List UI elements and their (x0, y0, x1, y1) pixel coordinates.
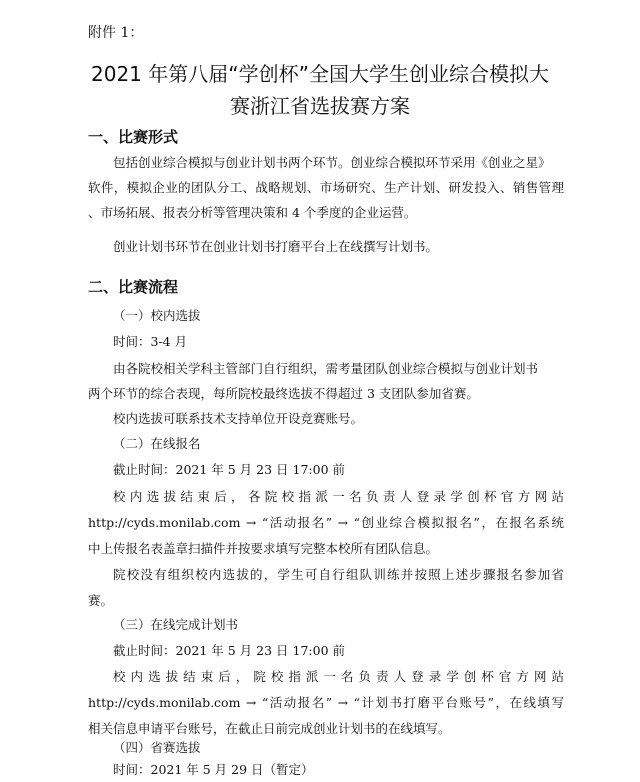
subsection-heading: （一）校内选拔 (113, 308, 201, 323)
section-heading-process: 二、比赛流程 (88, 278, 179, 296)
paragraph-line: 截止时间：2021 年 5 月 23 日 17:00 前 (113, 462, 346, 477)
paragraph-line: 校内选拔可联系技术支持单位开设竞赛账号。 (113, 411, 364, 426)
title-line-1: 2021 年第八届“学创杯”全国大学生创业综合模拟大 (91, 62, 549, 86)
subsection-heading: （二）在线报名 (113, 436, 201, 451)
paragraph-line: 相关信息申请平台账号，在截止日前完成创业计划书的在线填写。 (88, 721, 451, 736)
paragraph-line: 校内选拔结束后，各院校指派一名负责人登录学创杯官方网站 (113, 489, 564, 504)
subsection-heading: （四）省赛选拔 (113, 740, 201, 755)
paragraph-line: 校内选拔结束后，院校指派一名负责人登录学创杯官方网站 (113, 669, 564, 684)
title-line-2: 赛浙江省选拔赛方案 (230, 94, 410, 118)
paragraph-line: 包括创业综合模拟与创业计划书两个环节。创业综合模拟环节采用《创业之星》 (113, 155, 551, 170)
paragraph-line: 时间：2021 年 5 月 29 日（暂定） (113, 762, 314, 777)
attachment-label: 附件 1： (88, 25, 144, 41)
paragraph-line: 创业计划书环节在创业计划书打磨平台上在线撰写计划书。 (113, 239, 439, 254)
paragraph-line: 由各院校相关学科主管部门自行组织，需考量团队创业综合模拟与创业计划书 (113, 361, 539, 376)
paragraph-line: 院校没有组织校内选拔的，学生可自行组队训练并按照上述步骤报名参加省 (113, 567, 564, 582)
section-heading-format: 一、比赛形式 (88, 128, 179, 146)
paragraph-line: 、市场拓展、报表分析等管理决策和 4 个季度的企业运营。 (88, 205, 417, 220)
paragraph-line: 时间：3-4 月 (113, 334, 188, 349)
document-title (0, 58, 640, 122)
paragraph-line: 两个环节的综合表现，每所院校最终选拔不得超过 3 支团队参加省赛。 (88, 386, 479, 401)
paragraph-line: 中上传报名表盖章扫描件并按要求填写完整本校所有团队信息。 (88, 541, 439, 556)
subsection-heading: （三）在线完成计划书 (113, 617, 239, 632)
paragraph-line: http://cyds.monilab.com → “活动报名” → “计划书打磨平台账号”，在线填写 (88, 695, 564, 710)
paragraph-line: 赛。 (88, 593, 114, 608)
paragraph-line: 截止时间：2021 年 5 月 23 日 17:00 前 (113, 643, 346, 658)
paragraph-line: 软件，模拟企业的团队分工、战略规划、市场研究、生产计划、研发投入、销售管理 (88, 180, 564, 195)
paragraph-line: http://cyds.monilab.com → “活动报名” → “创业综合模拟报名”，在报名系统 (88, 515, 564, 530)
